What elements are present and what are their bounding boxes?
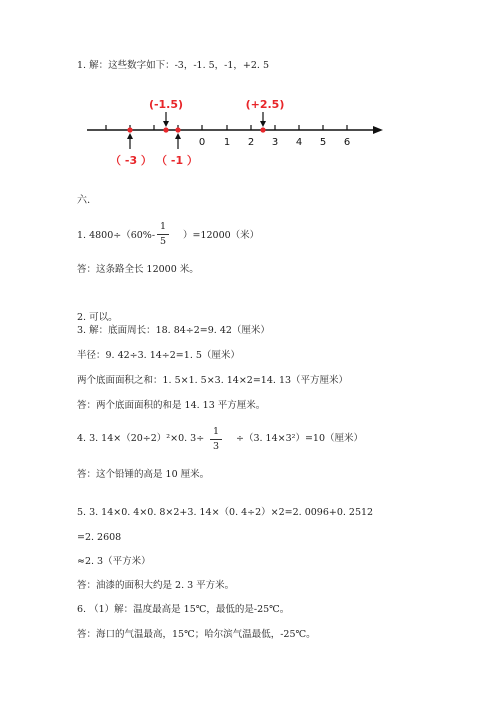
tick-label-0: 0	[198, 137, 206, 148]
p4-fraction-numerator: 1	[212, 426, 220, 437]
point-neg1	[175, 127, 180, 132]
p3-answer: 答：两个底面面积的和是 14. 13 平方厘米。	[77, 400, 266, 411]
p3-line3: 两个底面面积之和：1. 5×1. 5×3. 14×2=14. 13（平方厘米）	[77, 375, 349, 386]
tick-label-1: 1	[223, 137, 231, 148]
p5-line3: ≈2. 3（平方米）	[77, 556, 151, 567]
p4-expression-start: 4. 3. 14×（20÷2）²×0. 3÷	[77, 433, 205, 444]
fraction-bar	[210, 439, 222, 440]
tick-label-3: 3	[271, 137, 279, 148]
down-arrow-icon	[163, 112, 169, 127]
section-heading: 六.	[77, 195, 91, 206]
p1-fraction-numerator: 1	[159, 221, 167, 232]
p6-line1: 6. （1）解：温度最高是 15℃，最低的是-25℃。	[77, 604, 290, 615]
point-neg1-5	[163, 127, 168, 132]
point-neg3	[127, 127, 132, 132]
label-pos2-5: (+2.5)	[245, 98, 285, 111]
axis-ticks	[106, 125, 347, 130]
tick-label-5: 5	[319, 137, 327, 148]
p1-fraction-denominator: 5	[159, 236, 167, 247]
number-line-figure	[0, 92, 500, 182]
label-neg1-5: (-1.5)	[148, 98, 184, 111]
p1-fraction	[157, 222, 169, 247]
tick-label-4: 4	[295, 137, 303, 148]
tick-label-2: 2	[247, 137, 255, 148]
p5-line2: =2. 2608	[77, 532, 122, 543]
p4-answer: 答：这个铅锤的高是 10 厘米。	[77, 469, 210, 480]
fraction-bar	[157, 234, 169, 235]
p1-expression-start: 1. 4800÷（60%-	[77, 230, 156, 241]
down-arrow-icon	[260, 112, 266, 127]
point-pos2-5	[260, 127, 265, 132]
p1-answer: 答：这条路全长 12000 米。	[77, 264, 199, 275]
p3-line2: 半径：9. 42÷3. 14÷2=1. 5（厘米）	[77, 350, 240, 361]
p5-line1: 5. 3. 14×0. 4×0. 8×2+3. 14×（0. 4÷2）×2=2. 0096+0. 2512	[77, 507, 374, 518]
p2-answer: 2. 可以。	[77, 312, 118, 323]
p4-fraction-denominator: 3	[212, 441, 220, 452]
p6-answer: 答：海口的气温最高，15℃；哈尔滨气温最低，-25℃。	[77, 629, 316, 640]
up-arrow-icon	[175, 133, 181, 149]
label-neg3: （ -3 ）	[110, 154, 152, 167]
q1-answer: 1. 解：这些数字如下：-3，-1. 5，-1，+2. 5	[77, 60, 270, 71]
label-neg1: （ -1 ）	[156, 154, 198, 167]
p3-line1: 3. 解：底面周长：18. 84÷2=9. 42（厘米）	[77, 325, 270, 336]
p4-expression-end: ÷（3. 14×3²）=10（厘米）	[236, 433, 363, 444]
axis-arrow-icon	[373, 126, 383, 134]
p1-expression-end: ）=12000（米）	[183, 230, 260, 241]
tick-label-6: 6	[343, 137, 351, 148]
up-arrow-icon	[127, 133, 133, 149]
p5-answer: 答：油漆的面积大约是 2. 3 平方米。	[77, 580, 235, 591]
p4-fraction	[210, 427, 222, 452]
